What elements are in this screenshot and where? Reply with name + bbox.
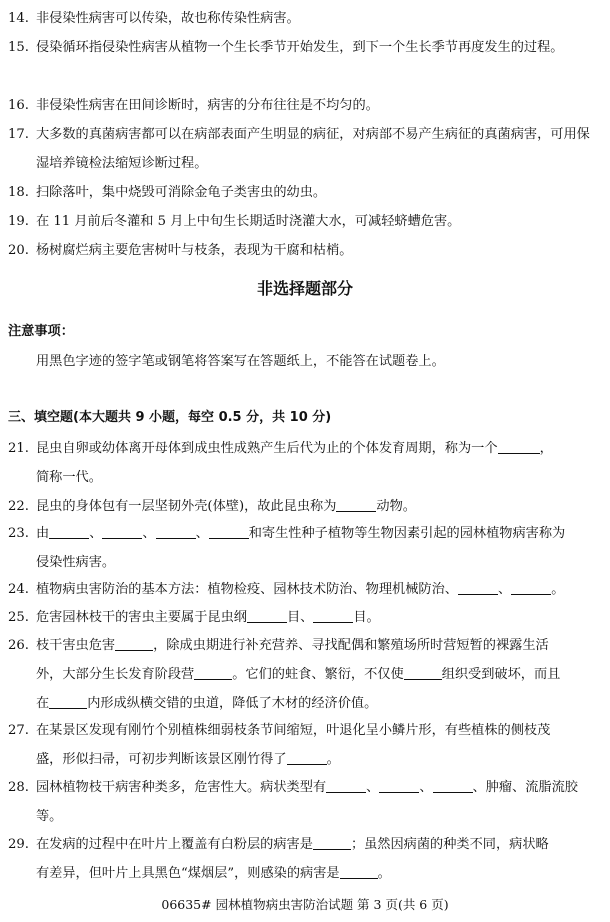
answer-blank[interactable] [49,694,87,709]
page-footer: 06635# 园林植物病虫害防治试题 第 3 页(共 6 页) [161,897,449,912]
part3-heading: 三、填空题(本大题共 9 小题，每空 0.5 分，共 10 分) [8,410,332,425]
answer-blank[interactable] [404,665,442,680]
answer-blank[interactable] [313,835,351,850]
answer-blank[interactable] [49,524,89,539]
answer-blank[interactable] [340,864,378,879]
answer-blank[interactable] [336,497,376,512]
answer-blank[interactable] [498,439,540,454]
answer-blank[interactable] [194,665,232,680]
tf-item-17: 17. 大多数的真菌病害都可以在病部表面产生明显的病征，对病部不易产生病征的真菌病害，可用保湿培养镜检法缩短诊断过程。 [8,127,590,171]
tf-item-20: 20. 杨树腐烂病主要危害树叶与枝条，表现为干腐和枯梢。 [8,243,353,258]
tf-item-18: 18. 扫除落叶，集中烧毁可消除金龟子类害虫的幼虫。 [8,185,327,200]
tf-item-14: 14. 非侵染性病害可以传染，故也称传染性病害。 [8,11,300,26]
answer-blank[interactable] [287,750,327,765]
fill-item-29: 29. 在发病的过程中在叶片上覆盖有白粉层的病害是 ；虽然因病菌的种类不同，病状略 有差异，但叶片上具黑色“煤烟层”，则感染的病害是 。 [8,837,549,881]
tf-item-19: 19. 在 11 月前后冬灌和 5 月上中旬生长期适时浇灌大水，可减轻蛴螬危害。 [8,214,461,229]
fill-item-27: 27. 在某景区发现有刚竹个别植株细弱枝条节间缩短，叶退化呈小鳞片形，有些植株的侧枝茂 盛，形似扫帚，可初步判断该景区刚竹得了 。 [8,723,551,767]
notes-body: 用黑色字迹的签字笔或钢笔将答案写在答题纸上，不能答在试题卷上。 [36,354,445,369]
answer-blank[interactable] [247,608,287,623]
tf-item-15: 15. 侵染循环指侵染性病害从植物一个生长季节开始发生，到下一个生长季节再度发生的过程。 [8,40,564,55]
answer-blank[interactable] [458,580,498,595]
answer-blank[interactable] [209,524,249,539]
answer-blank[interactable] [156,524,196,539]
fill-item-25: 25. 危害园林枝干的害虫主要属于昆虫纲 目、 目。 [8,610,380,625]
fill-item-23: 23. 由 、 、 、 和寄生性种子植物等生物因素引起的园林植物病害称为 侵染性病害。 [8,526,566,570]
fill-item-26: 26. 枝干害虫危害 ，除成虫期进行补充营养、寻找配偶和繁殖场所时营短暂的裸露生活 外，大部分生长发育阶段营 。它们的蛀食、繁衍，不仅使 组织受到破坏，而且 在 内形成纵横交错的虫道，降低了木材的经济价值。 [8,638,561,711]
notes-heading: 注意事项： [8,324,74,339]
fill-item-24: 24. 植物病虫害防治的基本方法：植物检疫、园林技术防治、物理机械防治、 、 。 [8,582,565,597]
fill-item-21: 21. 昆虫自卵或幼体离开母体到成虫性成熟产生后代为止的个体发育周期，称为一个 ， 简称一代。 [8,441,553,485]
tf-item-16: 16. 非侵染性病害在田间诊断时，病害的分布往往是不均匀的。 [8,98,379,113]
answer-blank[interactable] [379,778,419,793]
answer-blank[interactable] [433,778,473,793]
answer-blank[interactable] [511,580,551,595]
answer-blank[interactable] [313,608,353,623]
section-title: 非选择题部分 [256,279,353,298]
fill-item-22: 22. 昆虫的身体包有一层坚韧外壳(体壁)，故此昆虫称为 动物。 [8,499,416,514]
answer-blank[interactable] [102,524,142,539]
fill-item-28: 28. 园林植物枝干病害种类多，危害性大。病状类型有 、 、 、肿瘤、流脂流胶 等。 [8,780,578,824]
answer-blank[interactable] [326,778,366,793]
answer-blank[interactable] [115,636,153,651]
